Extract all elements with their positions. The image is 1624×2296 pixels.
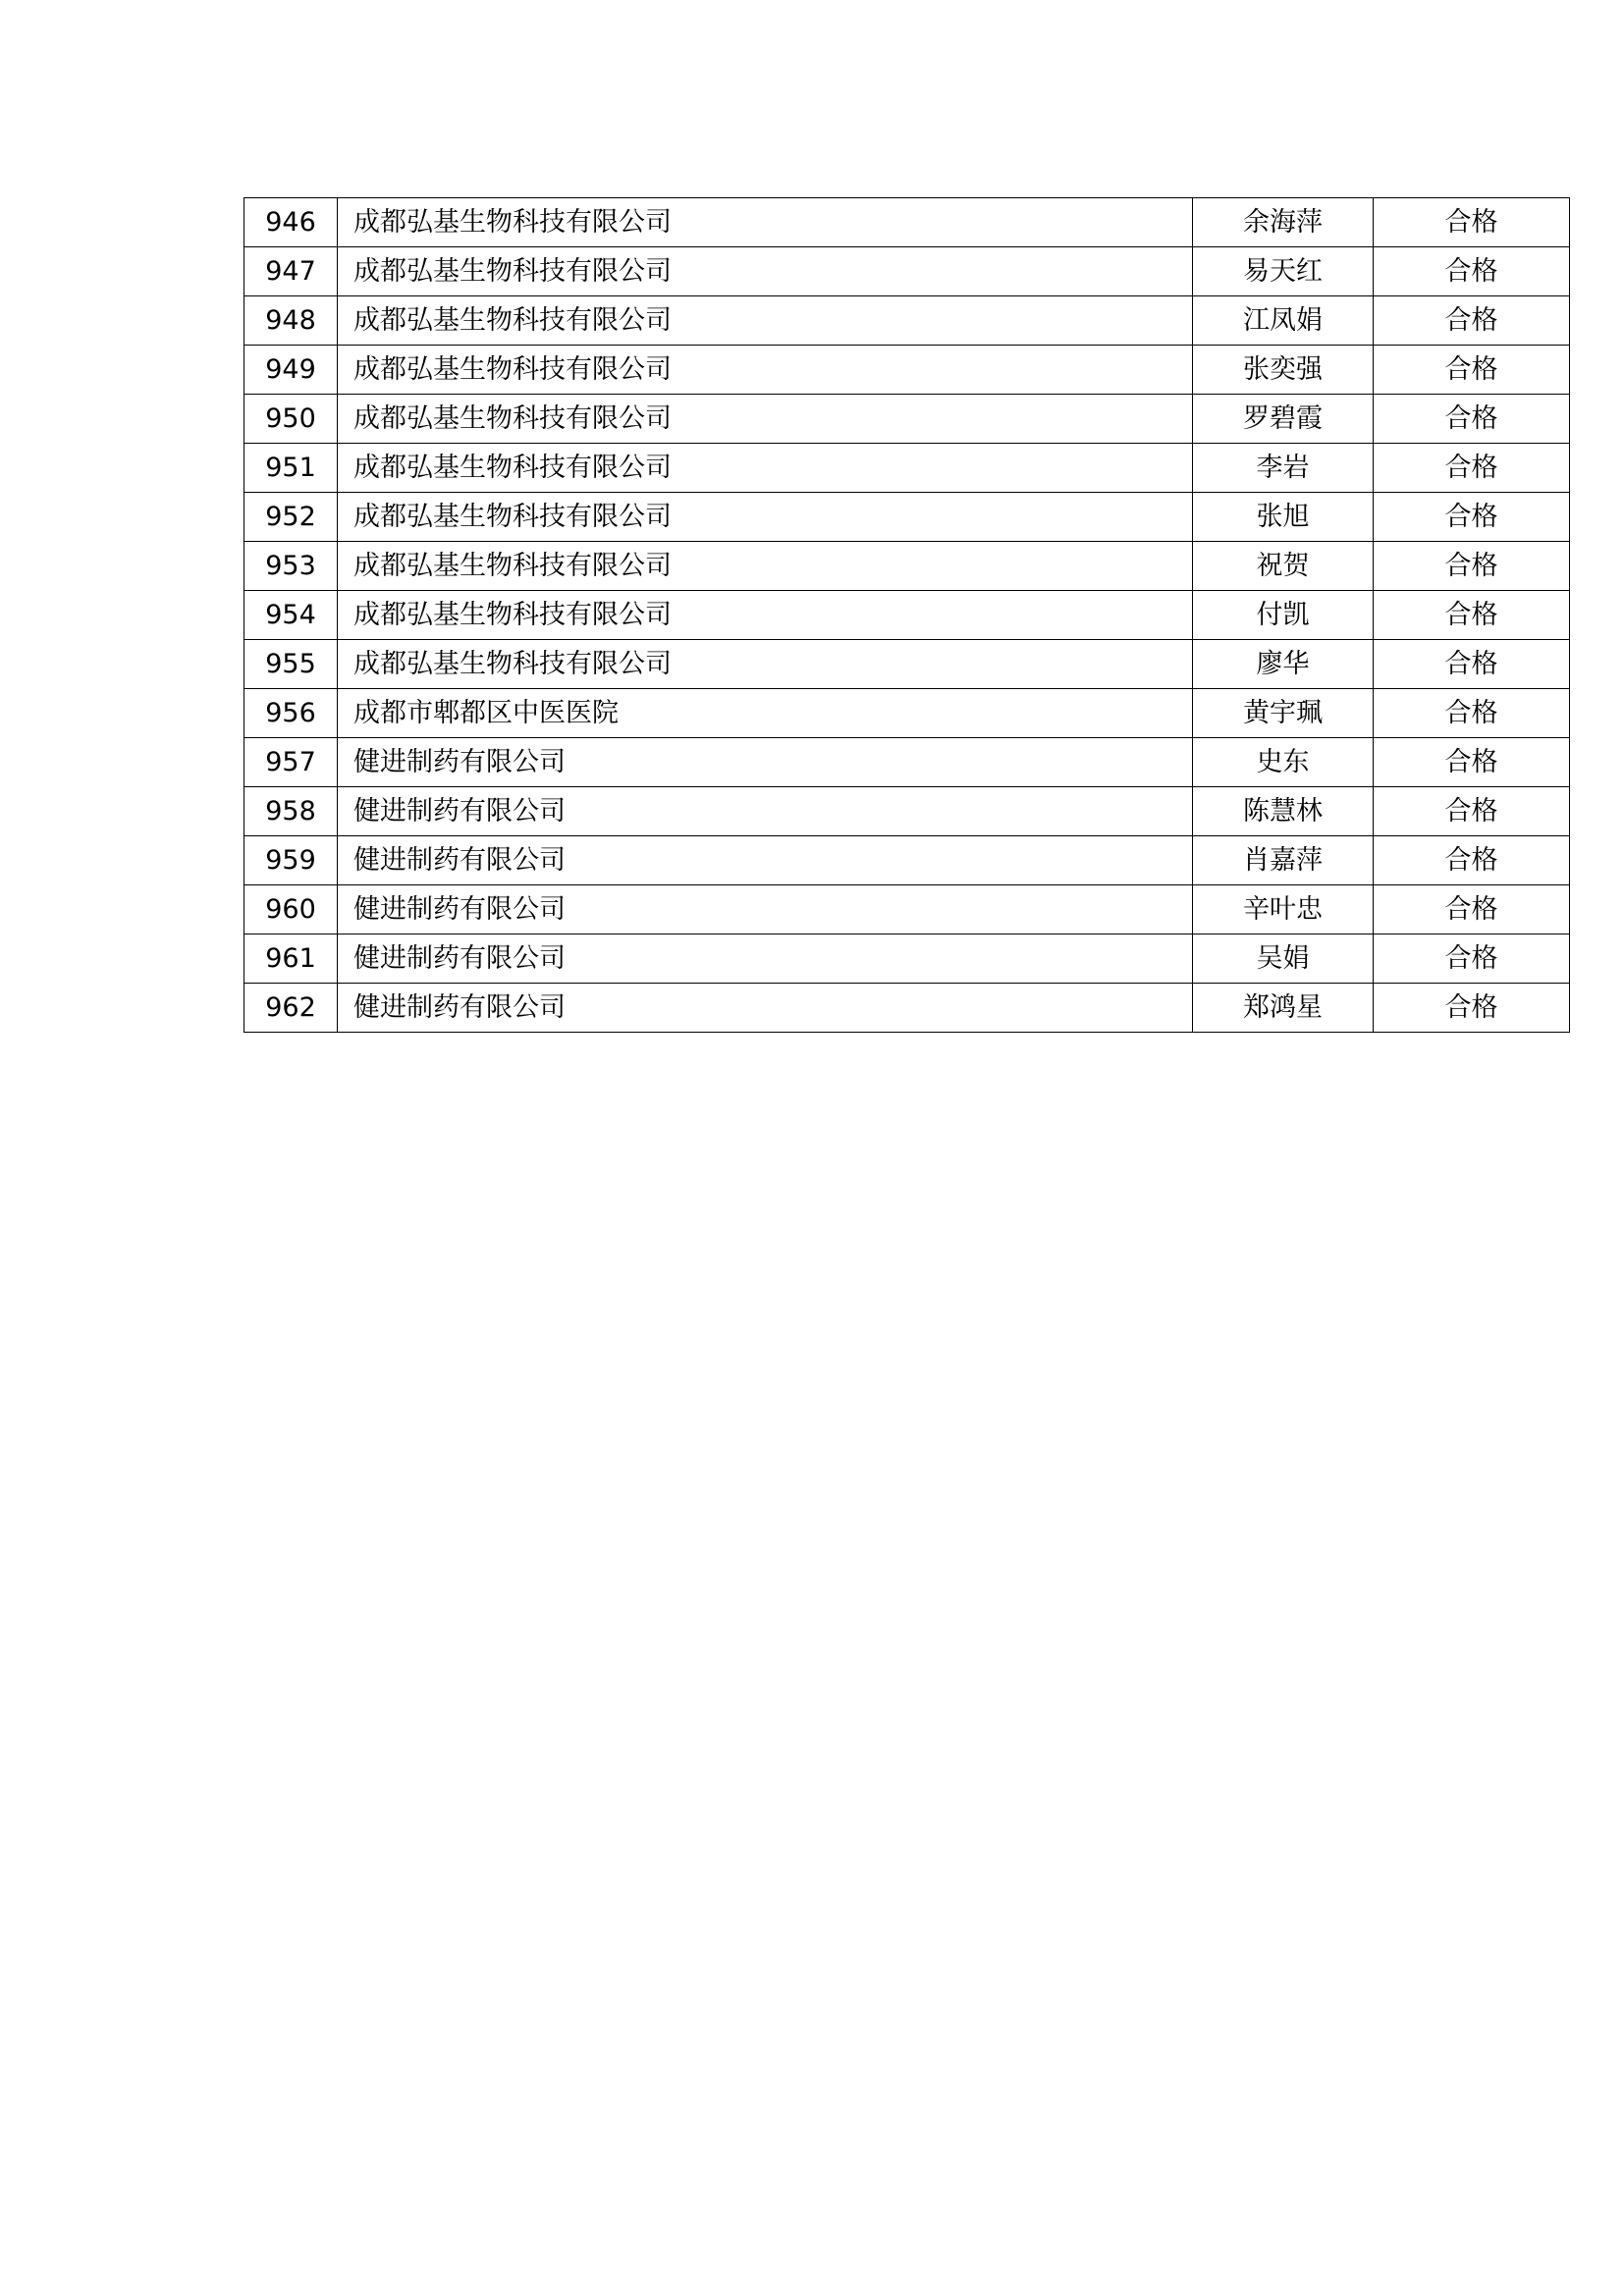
row-organization: 成都弘基生物科技有限公司 <box>338 542 1193 591</box>
row-index: 949 <box>244 346 338 395</box>
table-row <box>244 984 1570 1033</box>
row-result: 合格 <box>1374 493 1570 542</box>
row-organization: 健进制药有限公司 <box>338 836 1193 885</box>
row-organization: 成都弘基生物科技有限公司 <box>338 591 1193 640</box>
table-row <box>244 836 1570 885</box>
row-index: 957 <box>244 738 338 787</box>
table-row <box>244 738 1570 787</box>
row-organization: 健进制药有限公司 <box>338 738 1193 787</box>
row-result: 合格 <box>1374 296 1570 346</box>
row-result: 合格 <box>1374 689 1570 738</box>
row-result: 合格 <box>1374 591 1570 640</box>
row-person-name: 廖华 <box>1193 640 1374 689</box>
row-index: 956 <box>244 689 338 738</box>
row-index: 953 <box>244 542 338 591</box>
row-person-name: 付凯 <box>1193 591 1374 640</box>
row-result: 合格 <box>1374 198 1570 247</box>
row-index: 948 <box>244 296 338 346</box>
row-person-name: 李岩 <box>1193 444 1374 493</box>
table-row <box>244 247 1570 296</box>
row-person-name: 肖嘉萍 <box>1193 836 1374 885</box>
row-person-name: 辛叶忠 <box>1193 885 1374 934</box>
row-result: 合格 <box>1374 787 1570 836</box>
results-table-body <box>244 198 1570 1033</box>
row-organization: 成都弘基生物科技有限公司 <box>338 198 1193 247</box>
row-person-name: 黄宇珮 <box>1193 689 1374 738</box>
table-row <box>244 640 1570 689</box>
row-organization: 成都市郫都区中医医院 <box>338 689 1193 738</box>
row-organization: 成都弘基生物科技有限公司 <box>338 640 1193 689</box>
row-person-name: 罗碧霞 <box>1193 395 1374 444</box>
row-result: 合格 <box>1374 444 1570 493</box>
table-row <box>244 934 1570 984</box>
table-row <box>244 395 1570 444</box>
row-result: 合格 <box>1374 640 1570 689</box>
row-result: 合格 <box>1374 934 1570 984</box>
row-result: 合格 <box>1374 836 1570 885</box>
row-organization: 健进制药有限公司 <box>338 885 1193 934</box>
row-index: 958 <box>244 787 338 836</box>
row-person-name: 吴娟 <box>1193 934 1374 984</box>
table-row <box>244 493 1570 542</box>
row-index: 952 <box>244 493 338 542</box>
table-row <box>244 444 1570 493</box>
row-person-name: 张奕强 <box>1193 346 1374 395</box>
row-person-name: 陈慧林 <box>1193 787 1374 836</box>
row-index: 951 <box>244 444 338 493</box>
row-organization: 成都弘基生物科技有限公司 <box>338 493 1193 542</box>
row-organization: 成都弘基生物科技有限公司 <box>338 395 1193 444</box>
row-person-name: 江凤娟 <box>1193 296 1374 346</box>
row-result: 合格 <box>1374 346 1570 395</box>
results-table <box>244 197 1570 1033</box>
table-row <box>244 885 1570 934</box>
row-organization: 健进制药有限公司 <box>338 934 1193 984</box>
row-index: 955 <box>244 640 338 689</box>
table-row <box>244 787 1570 836</box>
row-index: 962 <box>244 984 338 1033</box>
row-result: 合格 <box>1374 395 1570 444</box>
row-index: 947 <box>244 247 338 296</box>
row-organization: 成都弘基生物科技有限公司 <box>338 444 1193 493</box>
row-organization: 健进制药有限公司 <box>338 984 1193 1033</box>
row-result: 合格 <box>1374 542 1570 591</box>
row-result: 合格 <box>1374 885 1570 934</box>
row-person-name: 祝贺 <box>1193 542 1374 591</box>
table-row <box>244 542 1570 591</box>
table-row <box>244 198 1570 247</box>
row-result: 合格 <box>1374 984 1570 1033</box>
row-index: 950 <box>244 395 338 444</box>
table-row <box>244 591 1570 640</box>
row-index: 960 <box>244 885 338 934</box>
table-row <box>244 689 1570 738</box>
row-index: 959 <box>244 836 338 885</box>
row-person-name: 余海萍 <box>1193 198 1374 247</box>
table-row <box>244 346 1570 395</box>
row-organization: 健进制药有限公司 <box>338 787 1193 836</box>
row-index: 946 <box>244 198 338 247</box>
row-organization: 成都弘基生物科技有限公司 <box>338 296 1193 346</box>
row-result: 合格 <box>1374 738 1570 787</box>
table-row <box>244 296 1570 346</box>
row-index: 954 <box>244 591 338 640</box>
row-person-name: 史东 <box>1193 738 1374 787</box>
row-person-name: 易天红 <box>1193 247 1374 296</box>
row-result: 合格 <box>1374 247 1570 296</box>
row-index: 961 <box>244 934 338 984</box>
row-organization: 成都弘基生物科技有限公司 <box>338 247 1193 296</box>
row-person-name: 郑鸿星 <box>1193 984 1374 1033</box>
row-organization: 成都弘基生物科技有限公司 <box>338 346 1193 395</box>
row-person-name: 张旭 <box>1193 493 1374 542</box>
